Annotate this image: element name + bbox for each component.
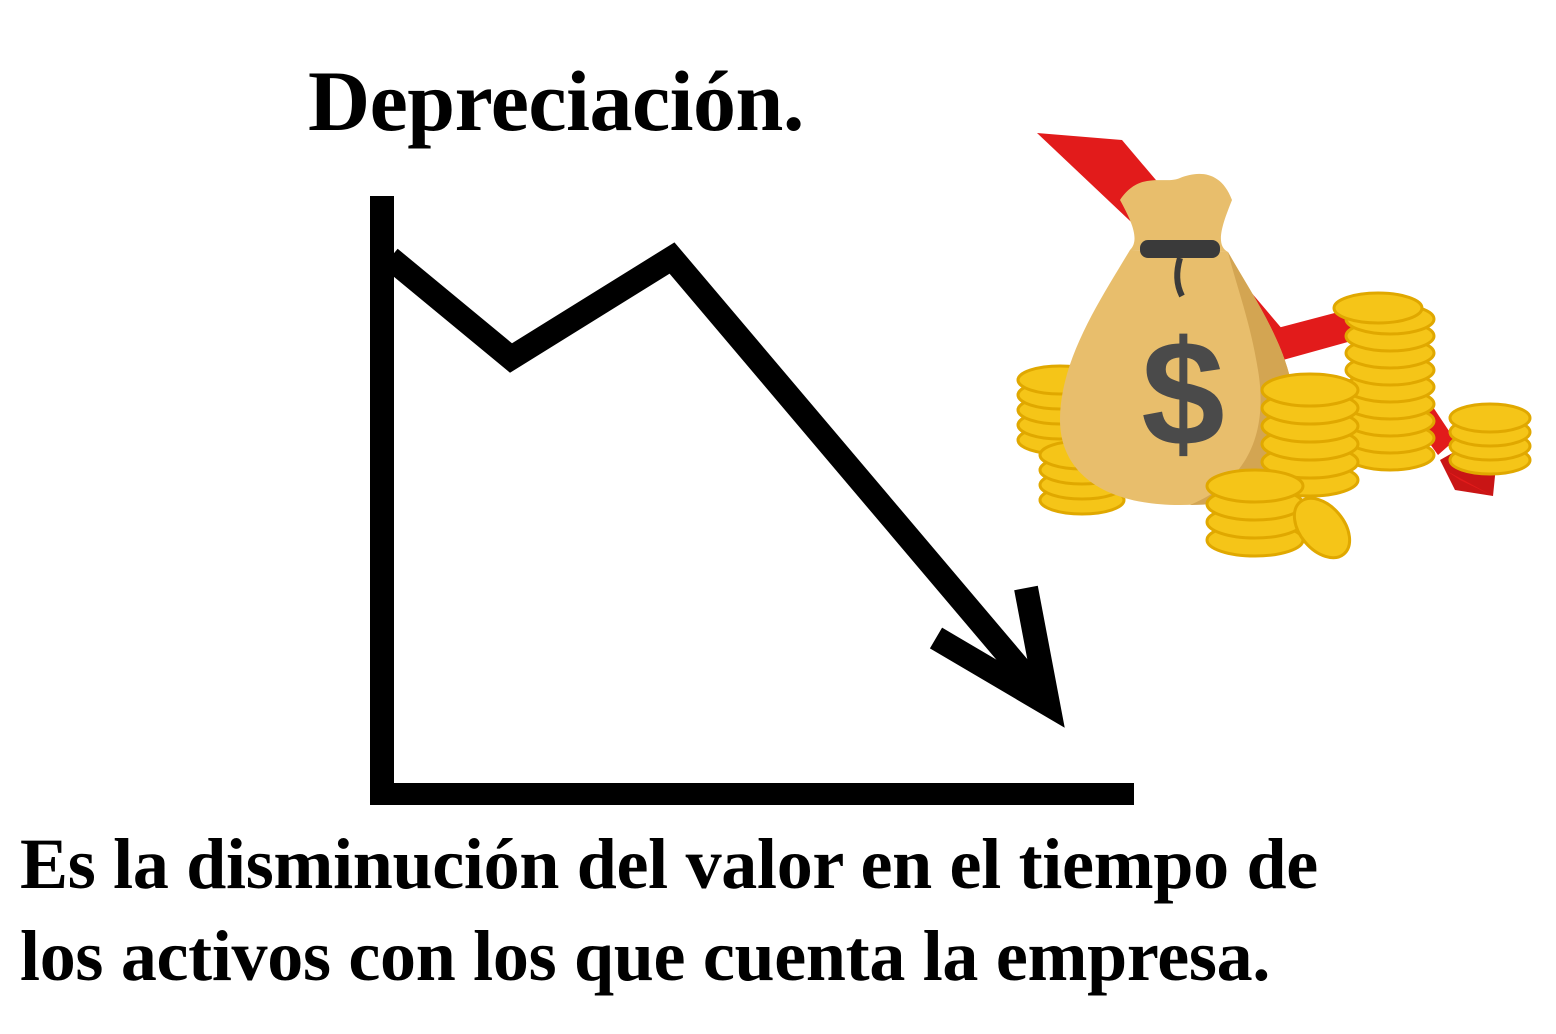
chart-axes	[370, 196, 1134, 805]
money-bag-icon	[1060, 174, 1295, 505]
definition-line-2: los activos con los que cuenta la empresa.	[20, 916, 1271, 996]
bag-dollar-symbol: $	[1141, 309, 1225, 477]
money-illustration	[1018, 133, 1530, 568]
declining-trend-arrow	[390, 258, 1048, 704]
definition-text	[20, 818, 1540, 1002]
definition-line-1: Es la disminución del valor en el tiempo de	[20, 824, 1318, 904]
page-title: Depreciación.	[308, 53, 804, 149]
